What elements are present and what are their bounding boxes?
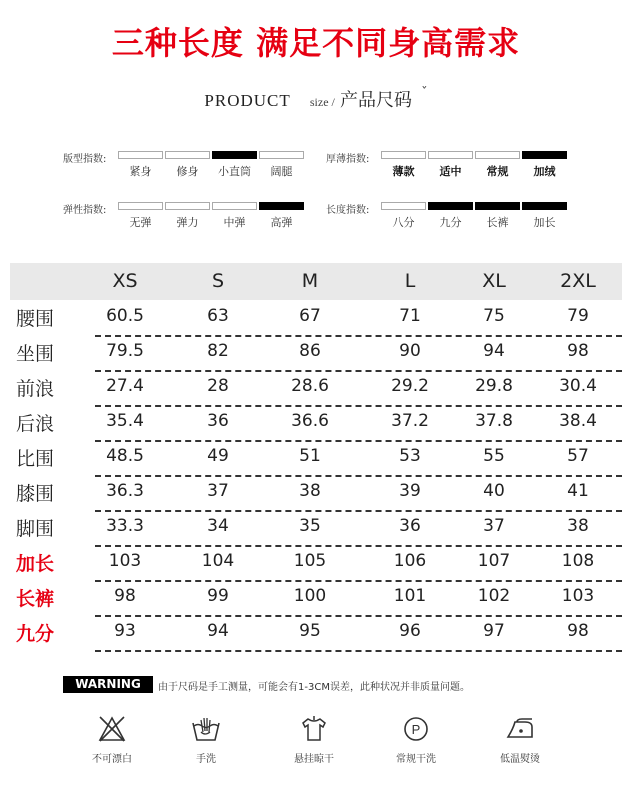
stretch-index-scale — [118, 202, 304, 230]
scale-segment — [259, 151, 304, 179]
scale-option-label: 加长 — [533, 216, 556, 229]
table-cell: 60.5 — [106, 306, 144, 326]
table-cell: 98 — [567, 341, 589, 361]
care-item — [166, 714, 246, 765]
scale-segment — [165, 151, 210, 179]
scale-segment — [475, 202, 520, 230]
care-label: 手洗 — [196, 754, 216, 765]
scale-bar — [259, 151, 304, 159]
table-cell: 102 — [477, 586, 511, 606]
table-cell: 93 — [114, 621, 136, 641]
scale-option-label: 中弹 — [223, 216, 246, 229]
table-cell: 86 — [299, 341, 321, 361]
table-cell: 34 — [207, 516, 229, 536]
length-index-label: 长度指数: — [326, 205, 370, 216]
table-cell: 67 — [299, 306, 321, 326]
warning-badge: WARNING — [63, 676, 153, 693]
scale-bar — [475, 151, 520, 159]
care-label: 悬挂晾干 — [294, 754, 334, 765]
table-row — [10, 477, 622, 512]
table-row — [10, 302, 622, 337]
care-label: 低温熨烫 — [500, 754, 540, 765]
scale-segment — [118, 202, 163, 230]
table-cell: 90 — [399, 341, 421, 361]
no-bleach-icon — [97, 714, 127, 744]
row-divider — [95, 650, 622, 652]
table-cell: 108 — [561, 551, 595, 571]
product-heading-en: PRODUCT — [204, 91, 291, 110]
scale-bar — [118, 202, 163, 210]
scale-bar — [428, 151, 473, 159]
size-header-cell: XL — [482, 270, 506, 292]
table-cell: 29.8 — [475, 376, 513, 396]
table-cell: 38 — [299, 481, 321, 501]
scale-bar — [165, 202, 210, 210]
scale-bar — [522, 151, 567, 159]
scale-segment — [259, 202, 304, 230]
table-cell: 28 — [207, 376, 229, 396]
scale-segment — [381, 202, 426, 230]
table-cell: 75 — [483, 306, 505, 326]
scale-segment — [212, 151, 257, 179]
table-cell: 101 — [393, 586, 427, 606]
scale-bar — [475, 202, 520, 210]
scale-bar — [212, 202, 257, 210]
scale-option-label: 八分 — [392, 216, 415, 229]
table-cell: 48.5 — [106, 446, 144, 466]
hang-dry-icon — [299, 714, 329, 744]
table-cell: 94 — [207, 621, 229, 641]
row-label: 脚围 — [16, 518, 55, 540]
table-cell: 39 — [399, 481, 421, 501]
scale-segment — [428, 202, 473, 230]
scale-option-label: 高弹 — [270, 216, 293, 229]
table-row — [10, 512, 622, 547]
scale-option-label: 长裤 — [486, 216, 509, 229]
care-item — [376, 714, 456, 765]
scale-bar — [381, 202, 426, 210]
scale-option-label: 常规 — [486, 165, 509, 178]
dry-clean-icon — [401, 714, 431, 744]
table-row — [10, 617, 622, 652]
scale-segment — [428, 151, 473, 179]
table-cell: 104 — [201, 551, 235, 571]
table-cell: 41 — [567, 481, 589, 501]
table-cell: 36.3 — [106, 481, 144, 501]
table-cell: 99 — [207, 586, 229, 606]
table-row — [10, 407, 622, 442]
table-row — [10, 547, 622, 582]
scale-bar — [118, 151, 163, 159]
table-cell: 37.8 — [475, 411, 513, 431]
table-cell: 105 — [293, 551, 327, 571]
table-cell: 96 — [399, 621, 421, 641]
table-cell: 38.4 — [559, 411, 597, 431]
scale-segment — [475, 151, 520, 179]
scale-option-label: 小直筒 — [218, 165, 251, 178]
table-cell: 98 — [567, 621, 589, 641]
table-row — [10, 582, 622, 617]
size-table-header — [10, 263, 622, 300]
care-item — [480, 714, 560, 765]
scale-segment — [522, 151, 567, 179]
row-label: 长裤 — [16, 588, 55, 610]
scale-option-label: 加绒 — [533, 165, 556, 178]
table-cell: 49 — [207, 446, 229, 466]
chevron-down-icon: ˇ — [421, 86, 428, 101]
table-cell: 97 — [483, 621, 505, 641]
table-cell: 79.5 — [106, 341, 144, 361]
scale-segment — [381, 151, 426, 179]
scale-bar — [212, 151, 257, 159]
table-cell: 103 — [561, 586, 595, 606]
care-label: 不可漂白 — [92, 754, 132, 765]
scale-bar — [428, 202, 473, 210]
page-title: 三种长度 满足不同身高需求 — [111, 24, 521, 62]
scale-option-label: 阔腿 — [270, 165, 293, 178]
product-heading-cn: 产品尺码 — [339, 90, 412, 111]
size-header-cell: M — [301, 270, 319, 292]
table-cell: 38 — [567, 516, 589, 536]
table-cell: 28.6 — [291, 376, 329, 396]
table-cell: 33.3 — [106, 516, 144, 536]
table-cell: 29.2 — [391, 376, 429, 396]
table-cell: 53 — [399, 446, 421, 466]
scale-option-label: 适中 — [439, 165, 462, 178]
size-header-cell: XS — [112, 270, 138, 292]
size-header-cell: L — [404, 270, 416, 292]
fit-index-scale — [118, 151, 304, 179]
row-label: 前浪 — [16, 378, 55, 400]
scale-bar — [522, 202, 567, 210]
svg-text:P: P — [411, 722, 421, 737]
thickness-index-label: 厚薄指数: — [326, 154, 370, 165]
table-cell: 35 — [299, 516, 321, 536]
table-cell: 94 — [483, 341, 505, 361]
table-cell: 30.4 — [559, 376, 597, 396]
table-cell: 71 — [399, 306, 421, 326]
scale-option-label: 无弹 — [129, 216, 152, 229]
row-label: 九分 — [16, 623, 55, 645]
table-cell: 79 — [567, 306, 589, 326]
row-label: 后浪 — [16, 413, 55, 435]
table-cell: 98 — [114, 586, 136, 606]
table-cell: 36 — [207, 411, 229, 431]
row-label: 加长 — [16, 553, 55, 575]
scale-bar — [381, 151, 426, 159]
scale-segment — [212, 202, 257, 230]
product-size-header — [0, 86, 632, 112]
table-cell: 37.2 — [391, 411, 429, 431]
table-cell: 103 — [108, 551, 142, 571]
scale-segment — [165, 202, 210, 230]
scale-option-label: 九分 — [439, 216, 462, 229]
length-index-scale — [381, 202, 567, 230]
table-cell: 57 — [567, 446, 589, 466]
table-cell: 40 — [483, 481, 505, 501]
care-item — [72, 714, 152, 765]
table-cell: 100 — [293, 586, 327, 606]
table-cell: 107 — [477, 551, 511, 571]
scale-option-label: 薄款 — [392, 165, 415, 178]
scale-option-label: 弹力 — [176, 216, 199, 229]
scale-segment — [522, 202, 567, 230]
table-cell: 36 — [399, 516, 421, 536]
fit-index-label: 版型指数: — [63, 154, 107, 165]
scale-bar — [165, 151, 210, 159]
table-cell: 55 — [483, 446, 505, 466]
table-cell: 106 — [393, 551, 427, 571]
table-cell: 27.4 — [106, 376, 144, 396]
table-row — [10, 337, 622, 372]
table-row — [10, 372, 622, 407]
scale-option-label: 紧身 — [129, 165, 152, 178]
size-header-cell: 2XL — [560, 270, 596, 292]
size-header-cell: S — [211, 270, 225, 292]
table-cell: 82 — [207, 341, 229, 361]
row-label: 腰围 — [16, 308, 55, 330]
table-cell: 63 — [207, 306, 229, 326]
warning-text: 由于尺码是手工测量，可能会有1-3CM误差，此种状况并非质量问题。 — [158, 682, 470, 693]
hand-wash-icon — [190, 714, 222, 744]
table-cell: 35.4 — [106, 411, 144, 431]
row-label: 比围 — [16, 448, 55, 470]
table-cell: 36.6 — [291, 411, 329, 431]
thickness-index-scale — [381, 151, 567, 179]
row-label: 膝围 — [16, 483, 55, 505]
table-cell: 37 — [207, 481, 229, 501]
scale-segment — [118, 151, 163, 179]
row-label: 坐围 — [16, 343, 55, 365]
care-label: 常规干洗 — [396, 754, 436, 765]
table-cell: 37 — [483, 516, 505, 536]
care-item — [274, 714, 354, 765]
stretch-index-label: 弹性指数: — [63, 205, 107, 216]
low-iron-icon — [504, 714, 536, 744]
table-cell: 51 — [299, 446, 321, 466]
scale-bar — [259, 202, 304, 210]
product-size-label: size / — [309, 95, 335, 109]
scale-option-label: 修身 — [176, 165, 199, 178]
table-cell: 95 — [299, 621, 321, 641]
table-row — [10, 442, 622, 477]
